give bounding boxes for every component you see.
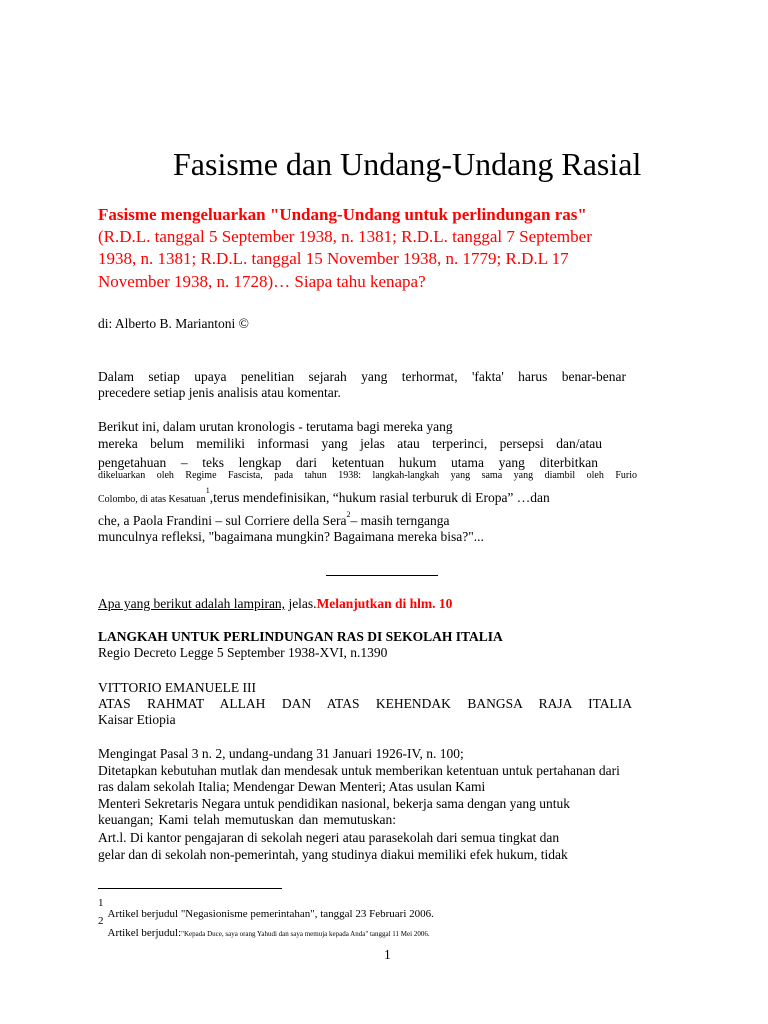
para1-line-1: Dalam setiap upaya penelitian sejarah yang terhormat, 'fakta' harus benar-benar <box>98 369 626 384</box>
para2-line-2: mereka belum memiliki informasi yang jelas atau terperinci, persepsi dan/atau <box>98 436 602 451</box>
para2-line-6 <box>98 510 450 529</box>
document-title: Fasisme dan Undang-Undang Rasial <box>173 146 642 182</box>
footnote-1-mark: 1 <box>98 897 104 909</box>
appendix-line <box>98 596 452 612</box>
para2-line-7: munculnya refleksi, "bagaimana mungkin? Bagaimana mereka bisa?"... <box>98 529 484 544</box>
decree-reference: Regio Decreto Legge 5 September 1938-XVI, n.1390 <box>98 645 388 660</box>
subtitle-bold-lead: Fasisme mengeluarkan "Undang-Undang untuk perlindungan ras" <box>98 205 587 224</box>
para1-line-2: precedere setiap jenis analisis atau komentar. <box>98 385 341 400</box>
footnote-2-label: Artikel berjudul: <box>107 927 182 939</box>
para2-line-3: pengetahuan – teks lengkap dari ketentuan hukum utama yang diterbitkan <box>98 455 598 470</box>
decree-body-line-3: ras dalam sekolah Italia; Mendengar Dewan Menteri; Atas usulan Kami <box>98 779 486 794</box>
footnote-1 <box>98 897 434 920</box>
footnote-ref-1: 1 <box>205 486 210 495</box>
section-divider <box>326 575 438 576</box>
footnote-2 <box>98 915 430 939</box>
decree-emperor: Kaisar Etiopia <box>98 712 176 727</box>
footnote-2-mark: 2 <box>98 915 104 927</box>
para2-line-6-a: che, a Paola Frandini – sul Corriere della Sera <box>98 513 347 528</box>
decree-body-line-7: gelar dan di sekolah non-pemerintah, yang studinya diakui memiliki efek hukum, tidak <box>98 847 568 862</box>
footnote-2-text: "Kepada Duce, saya orang Yahudi dan saya memuja kepada Anda" tanggal 11 Mei 2006. <box>181 930 430 938</box>
para2-line-5-rest: ,terus mendefinisikan, “hukum rasial terburuk di Eropa” …dan <box>209 490 550 505</box>
para2-line-1: Berikut ini, dalam urutan kronologis - terutama bagi mereka yang <box>98 419 453 434</box>
para2-line-4: dikeluarkan oleh Regime Fascista, pada tahun 1938: langkah-langkah yang sama yang diambil oleh Furio <box>98 470 637 481</box>
footnote-separator <box>98 888 282 889</box>
subtitle-line-3: November 1938, n. 1728)… Siapa tahu kenapa? <box>98 272 426 291</box>
subtitle-line-1b: (R.D.L. tanggal 5 September 1938, n. 1381; R.D.L. tanggal 7 September <box>98 227 592 246</box>
subtitle-line-2: 1938, n. 1381; R.D.L. tanggal 15 November 1938, n. 1779; R.D.L 17 <box>98 249 569 268</box>
appendix-underlined: Apa yang berikut adalah lampiran, <box>98 596 286 611</box>
page-number: 1 <box>384 947 391 962</box>
decree-body-line-6: Art.l. Di kantor pengajaran di sekolah negeri atau parasekolah dari semua tingkat dan <box>98 830 560 845</box>
para2-line-5 <box>98 486 550 507</box>
decree-king: VITTORIO EMANUELE III <box>98 680 256 695</box>
decree-body-line-2: Ditetapkan kebutuhan mutlak dan mendesak untuk memberikan ketentuan untuk pertahanan dari <box>98 763 620 778</box>
decree-body-line-5: keuangan; Kami telah memutuskan dan memutuskan: <box>98 812 396 827</box>
para2-line-6-b: – masih ternganga <box>350 513 450 528</box>
decree-body-line-4: Menteri Sekretaris Negara untuk pendidikan nasional, bekerja sama dengan yang untuk <box>98 796 570 811</box>
author-credit: di: Alberto B. Mariantoni © <box>98 316 249 331</box>
decree-body-line-1: Mengingat Pasal 3 n. 2, undang-undang 31 Januari 1926-IV, n. 100; <box>98 746 464 761</box>
appendix-plain: jelas. <box>285 596 317 611</box>
footnote-ref-2: 2 <box>346 510 351 519</box>
para2-line-5-small: Colombo, di atas Kesatuan <box>98 494 206 505</box>
decree-heading: LANGKAH UNTUK PERLINDUNGAN RAS DI SEKOLAH ITALIA <box>98 629 503 644</box>
decree-grace: ATAS RAHMAT ALLAH DAN ATAS KEHENDAK BANGSA RAJA ITALIA <box>98 696 632 711</box>
subtitle-line-1 <box>98 204 587 226</box>
appendix-continued-link[interactable]: Melanjutkan di hlm. 10 <box>316 596 453 611</box>
footnote-1-text: Artikel berjudul "Negasionisme pemerintahan", tanggal 23 Februari 2006. <box>107 908 434 920</box>
